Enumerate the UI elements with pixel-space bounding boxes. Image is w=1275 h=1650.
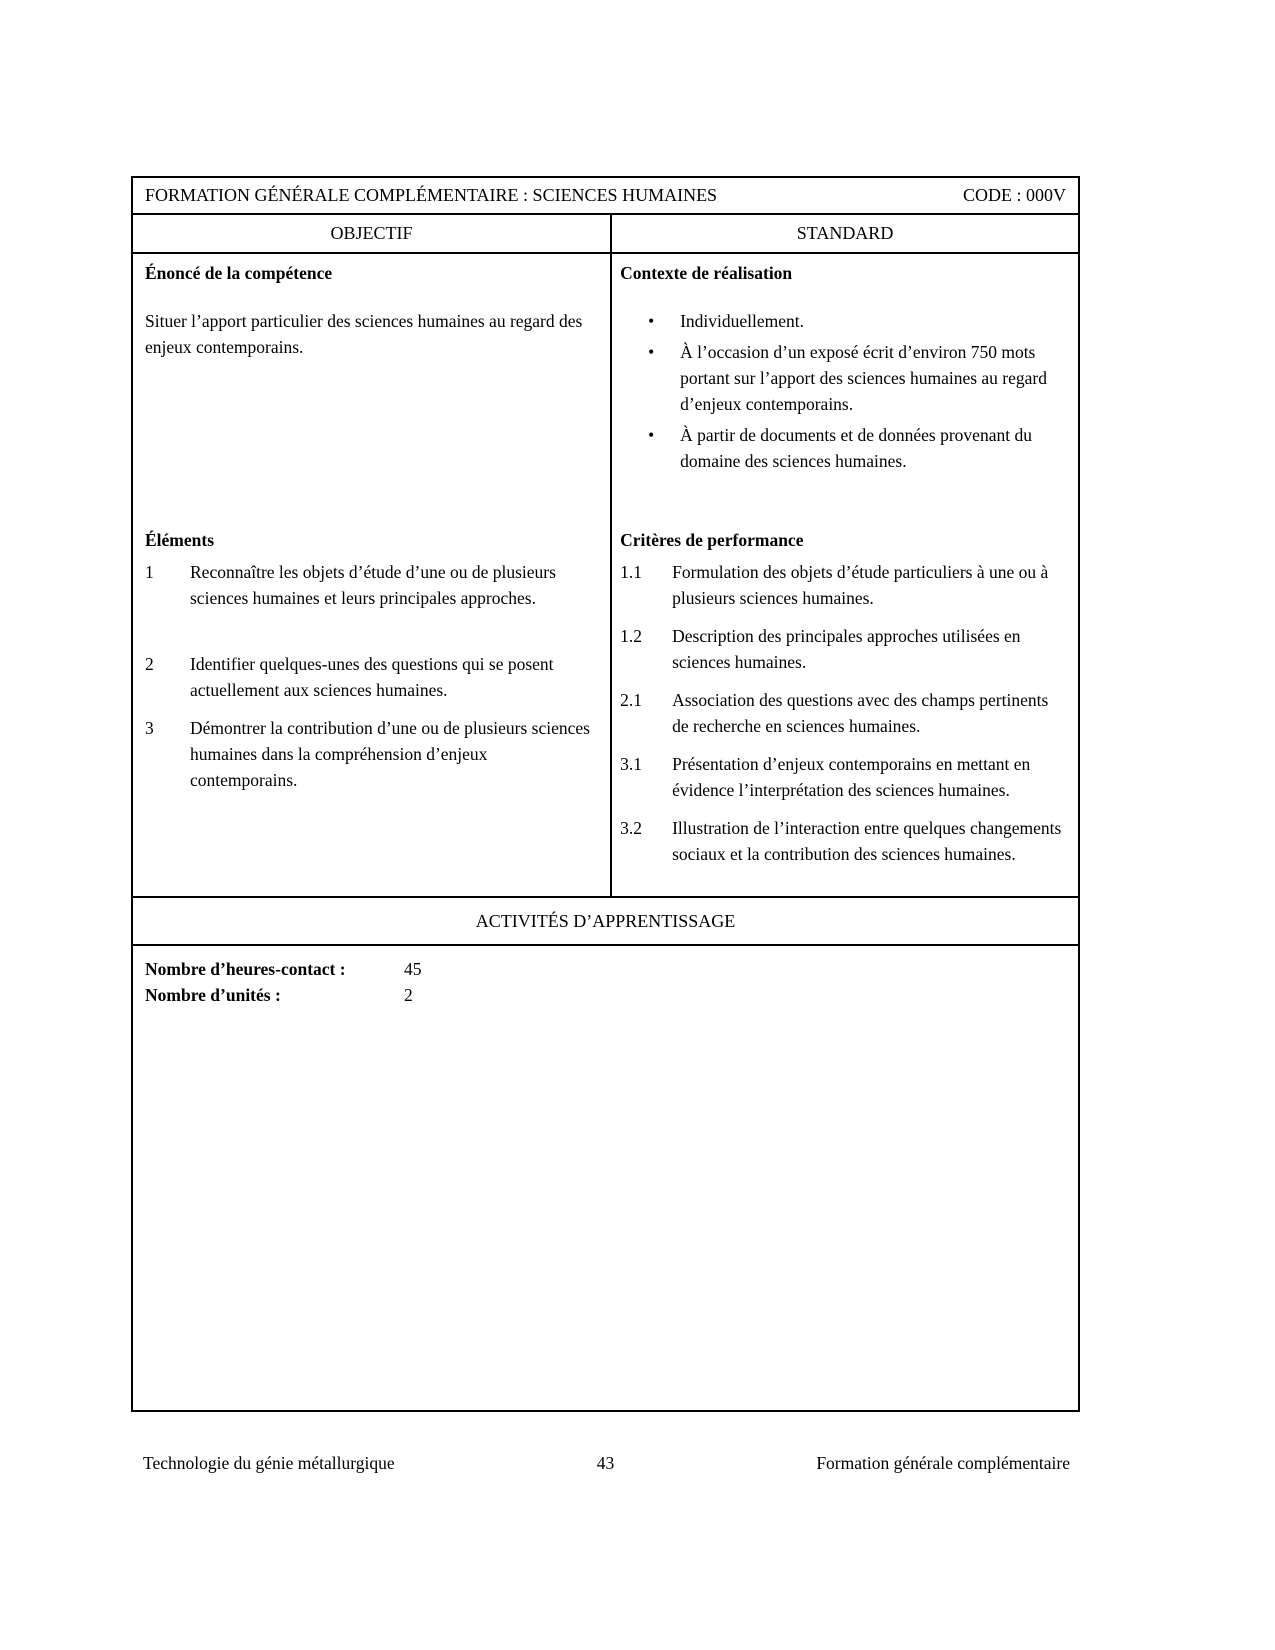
contexte-item: [620, 339, 1066, 417]
critere-item: [620, 559, 1066, 611]
element-number: 1: [145, 562, 154, 582]
criteres-section: [620, 527, 1066, 867]
enonce-section: [145, 260, 596, 527]
footer-section-name: Formation générale complémentaire: [816, 1453, 1070, 1473]
heures-contact-line: [145, 956, 1066, 982]
hours-units-cell: [133, 946, 1078, 1410]
critere-text: Formulation des objets d’étude particuliers à une ou à plusieurs sciences humaines.: [672, 562, 1049, 608]
bullet-icon: •: [648, 311, 655, 331]
footer-page-number: 43: [596, 1453, 615, 1473]
critere-number: 1.2: [620, 626, 642, 646]
element-number: 2: [145, 654, 154, 674]
contexte-text: À l’occasion d’un exposé écrit d’environ 750 mots portant sur l’apport des sciences humaines au regard d’enjeux contemporains.: [680, 342, 1047, 414]
activites-row: [133, 898, 1078, 946]
element-number: 3: [145, 718, 154, 738]
course-code: CODE : 000V: [963, 185, 1066, 205]
contexte-heading: Contexte de réalisation: [620, 263, 793, 283]
heures-contact-value: 45: [404, 959, 422, 979]
unites-value: 2: [404, 985, 413, 1005]
standard-cell: [612, 254, 1078, 896]
footer-program-name: Technologie du génie métallurgique: [143, 1453, 395, 1473]
critere-text: Présentation d’enjeux contemporains en mettant en évidence l’interprétation des sciences humaines.: [672, 754, 1031, 800]
document-title: FORMATION GÉNÉRALE COMPLÉMENTAIRE : SCIENCES HUMAINES: [145, 185, 718, 205]
critere-item: [620, 687, 1066, 739]
critere-text: Illustration de l’interaction entre quelques changements sociaux et la contribution des sciences humaines.: [672, 818, 1062, 864]
enonce-text: Situer l’apport particulier des sciences humaines au regard des enjeux contemporains.: [145, 311, 583, 357]
criteres-heading: Critères de performance: [620, 530, 804, 550]
critere-number: 1.1: [620, 562, 642, 582]
unites-line: [145, 982, 1066, 1008]
contexte-section: [620, 260, 1066, 527]
critere-number: 3.1: [620, 754, 642, 774]
page-footer: [143, 1453, 1070, 1474]
element-text: Démontrer la contribution d’une ou de plusieurs sciences humaines dans la compréhension d’enjeux contemporains.: [190, 718, 590, 790]
critere-item: [620, 623, 1066, 675]
contexte-text: À partir de documents et de données provenant du domaine des sciences humaines.: [680, 425, 1032, 471]
activites-title: ACTIVITÉS D’APPRENTISSAGE: [475, 910, 736, 931]
element-item: [145, 651, 596, 703]
bullet-icon: •: [648, 425, 655, 445]
column-header-row: [133, 215, 1078, 254]
critere-text: Description des principales approches utilisées en sciences humaines.: [672, 626, 1021, 672]
contexte-item: [620, 422, 1066, 474]
contexte-item: [620, 308, 1066, 334]
heures-contact-label: Nombre d’heures-contact :: [145, 959, 346, 979]
enonce-heading: Énoncé de la compétence: [145, 263, 333, 283]
element-item: [145, 715, 596, 793]
element-text: Identifier quelques-unes des questions qui se posent actuellement aux sciences humaines.: [190, 654, 554, 700]
element-item: [145, 559, 596, 611]
elements-heading: Éléments: [145, 530, 215, 550]
main-content-row: [133, 254, 1078, 898]
course-table: [131, 176, 1080, 1412]
table-title-row: [133, 178, 1078, 215]
objectif-column-header: OBJECTIF: [133, 215, 612, 252]
critere-number: 2.1: [620, 690, 642, 710]
elements-section: [145, 527, 596, 793]
standard-column-header: STANDARD: [796, 223, 894, 243]
bullet-icon: •: [648, 342, 655, 362]
unites-label: Nombre d’unités :: [145, 985, 281, 1005]
critere-item: [620, 815, 1066, 867]
critere-item: [620, 751, 1066, 803]
objectif-cell: [133, 254, 612, 896]
critere-text: Association des questions avec des champs pertinents de recherche en sciences humaines.: [672, 690, 1049, 736]
critere-number: 3.2: [620, 818, 642, 838]
contexte-text: Individuellement.: [680, 311, 805, 331]
element-text: Reconnaître les objets d’étude d’une ou de plusieurs sciences humaines et leurs principales approches.: [190, 562, 556, 608]
